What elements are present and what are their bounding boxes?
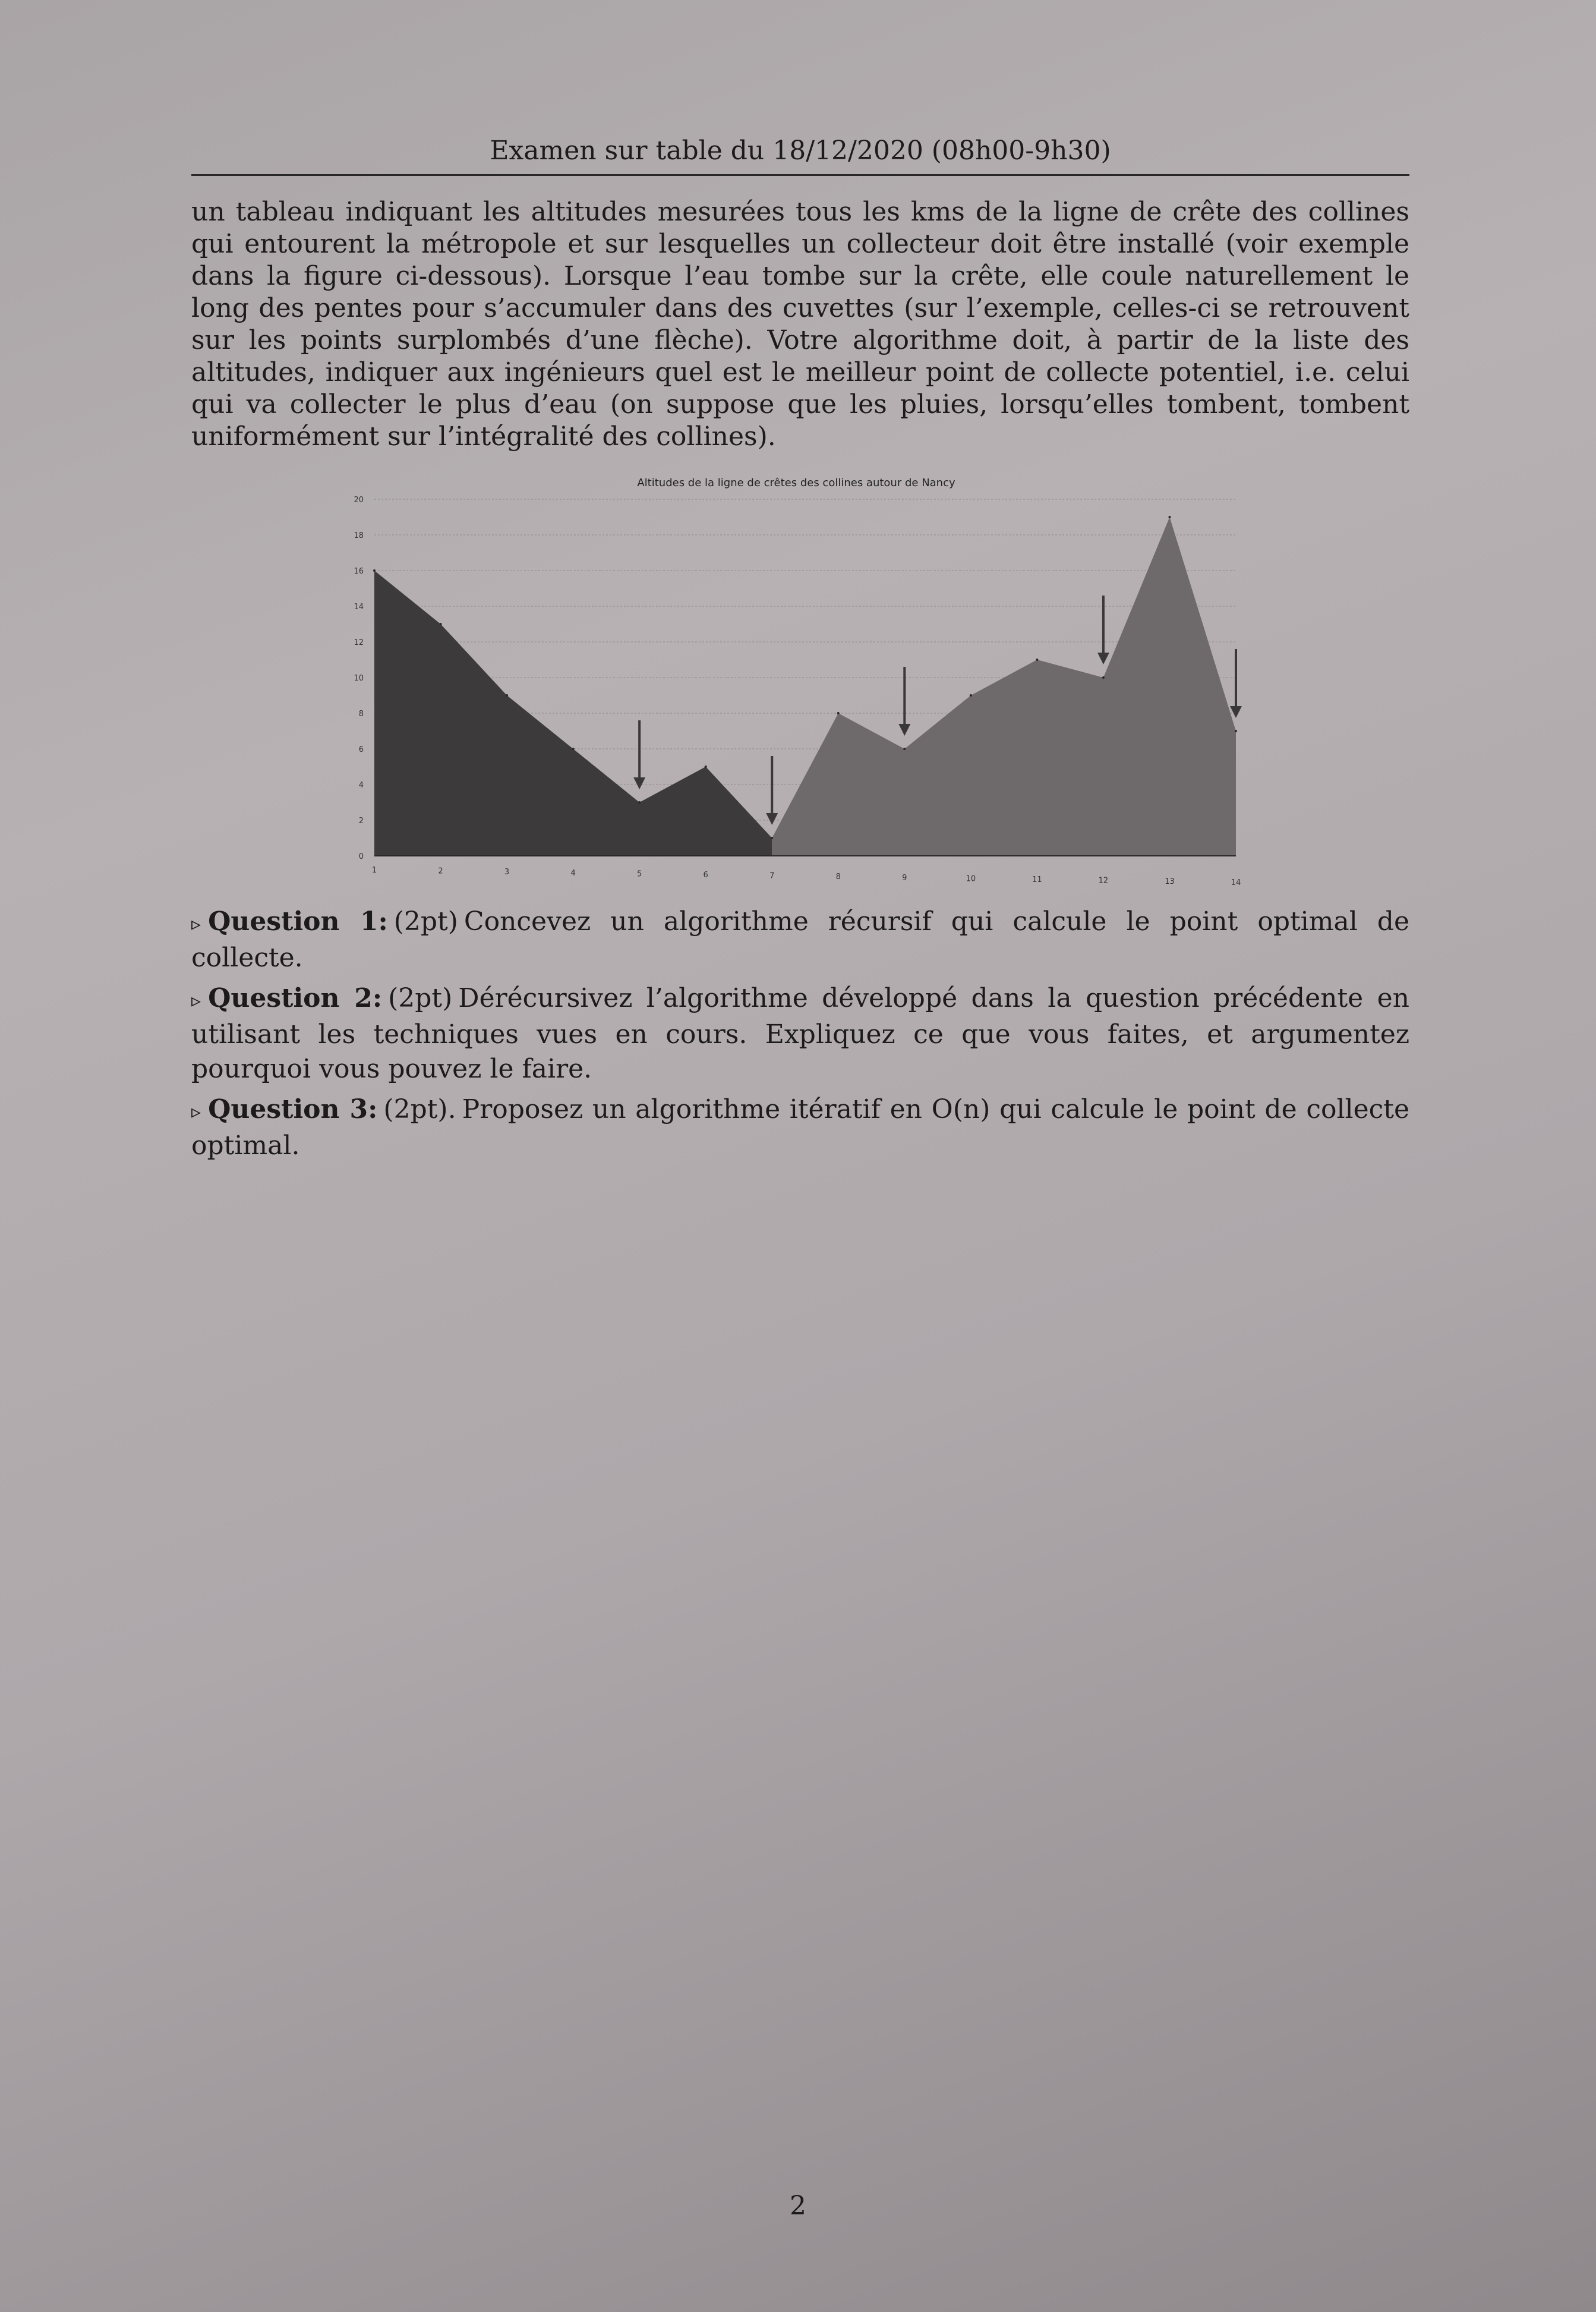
altitude-area-right [772,517,1236,856]
question-label: Question 1: [208,906,388,937]
data-point [705,766,707,768]
intro-paragraph [191,196,1409,453]
question-points: (2pt) [388,983,453,1013]
down-arrow-icon [1230,649,1242,718]
altitude-chart-svg [333,464,1260,903]
arrow-head [1097,653,1109,664]
x-tick-label: 14 [1231,878,1241,887]
data-point [373,569,376,572]
x-tick-label: 3 [504,868,510,877]
data-point [1102,676,1105,679]
y-tick-label: 20 [354,496,364,505]
arrow-head [1230,706,1242,718]
question-1 [191,905,1409,975]
x-tick-label: 12 [1098,876,1109,886]
data-point [837,712,840,714]
down-arrow-icon [766,756,778,825]
arrow-head [633,777,645,789]
y-tick-label: 18 [354,531,364,540]
x-tick-label: 8 [835,872,841,882]
triangle-marker-icon: ▹ [191,912,201,935]
question-text: Concevez un algorithme récursif qui calcule le point optimal de collecte. [191,906,1409,973]
x-tick-label: 13 [1165,877,1175,887]
intro-text: un tableau indiquant les altitudes mesurées tous les kms de la ligne de crête des collines qui entourent la métropole et sur lesquelles un collecteur doit être installé (voir exemple dans la figure ci-dessous). Lorsque l’eau tombe sur la crête, elle coule naturellement le long des pentes pour s’accumuler dans des cuvettes (sur l’exemple, celles-ci se retrouvent sur les points surplombés d’une flèche). Votre algorithme doit, à partir de la liste des altitudes, indiquer aux ingénieurs quel est le meilleur point de collecte potentiel, i.e. celui qui va collecter le plus d’eau (on suppose que les pluies, lorsqu’elles tombent, tombent uniformément sur l’intégralité des collines). [191,197,1409,452]
y-tick-label: 10 [354,674,364,683]
x-tick-label: 4 [570,868,576,878]
data-point [506,694,508,697]
arrow-head [898,724,910,736]
question-label: Question 2: [208,983,383,1013]
x-tick-label: 7 [769,871,775,881]
data-point [440,623,442,625]
x-tick-label: 10 [966,874,976,884]
y-tick-label: 12 [354,638,364,647]
question-text: Dérécursivez l’algorithme développé dans la question précédente en utilisant les techniques vues en cours. Expliquez ce que vous faites, et argumentez pourquoi vous pouvez le faire. [191,983,1409,1084]
y-tick-label: 4 [358,781,364,790]
x-tick-label: 5 [637,870,642,879]
y-tick-label: 6 [358,745,364,754]
x-tick-label: 9 [902,873,907,883]
page-number: 2 [790,2191,806,2221]
y-tick-label: 8 [358,710,364,719]
arrow-head [766,813,778,825]
question-label: Question 3: [208,1094,378,1124]
y-tick-label: 16 [354,567,364,576]
question-text: Proposez un algorithme itératif en O(n) qui calcule le point de collecte optimal. [191,1094,1409,1161]
x-tick-label: 11 [1032,875,1042,884]
page-header: Examen sur table du 18/12/2020 (08h00-9h30) [191,136,1409,176]
down-arrow-icon [898,667,910,736]
x-tick-label: 2 [438,867,443,876]
triangle-marker-icon: ▹ [191,1100,201,1123]
data-point [903,748,906,750]
data-point [638,801,641,804]
x-tick-label: 6 [703,871,708,880]
questions-list [191,905,1409,1169]
down-arrow-icon [1097,596,1109,664]
y-tick-label: 0 [358,852,364,861]
x-tick-label: 1 [371,866,377,875]
y-tick-label: 2 [358,817,364,826]
triangle-marker-icon: ▹ [191,989,201,1012]
chart-title: Altitudes de la ligne de crêtes des collines autour de Nancy [637,477,955,489]
altitude-chart [333,464,1260,903]
question-points: (2pt) [393,906,458,937]
y-tick-label: 14 [354,603,364,612]
down-arrow-icon [633,720,645,789]
data-point [572,748,575,750]
data-point [1235,730,1237,732]
data-point [771,837,773,839]
question-points: (2pt). [383,1094,456,1124]
data-point [1036,659,1038,661]
question-2 [191,981,1409,1086]
question-3 [191,1092,1409,1163]
data-point [1168,516,1171,518]
altitude-area-left [374,571,772,856]
data-point [970,694,972,697]
